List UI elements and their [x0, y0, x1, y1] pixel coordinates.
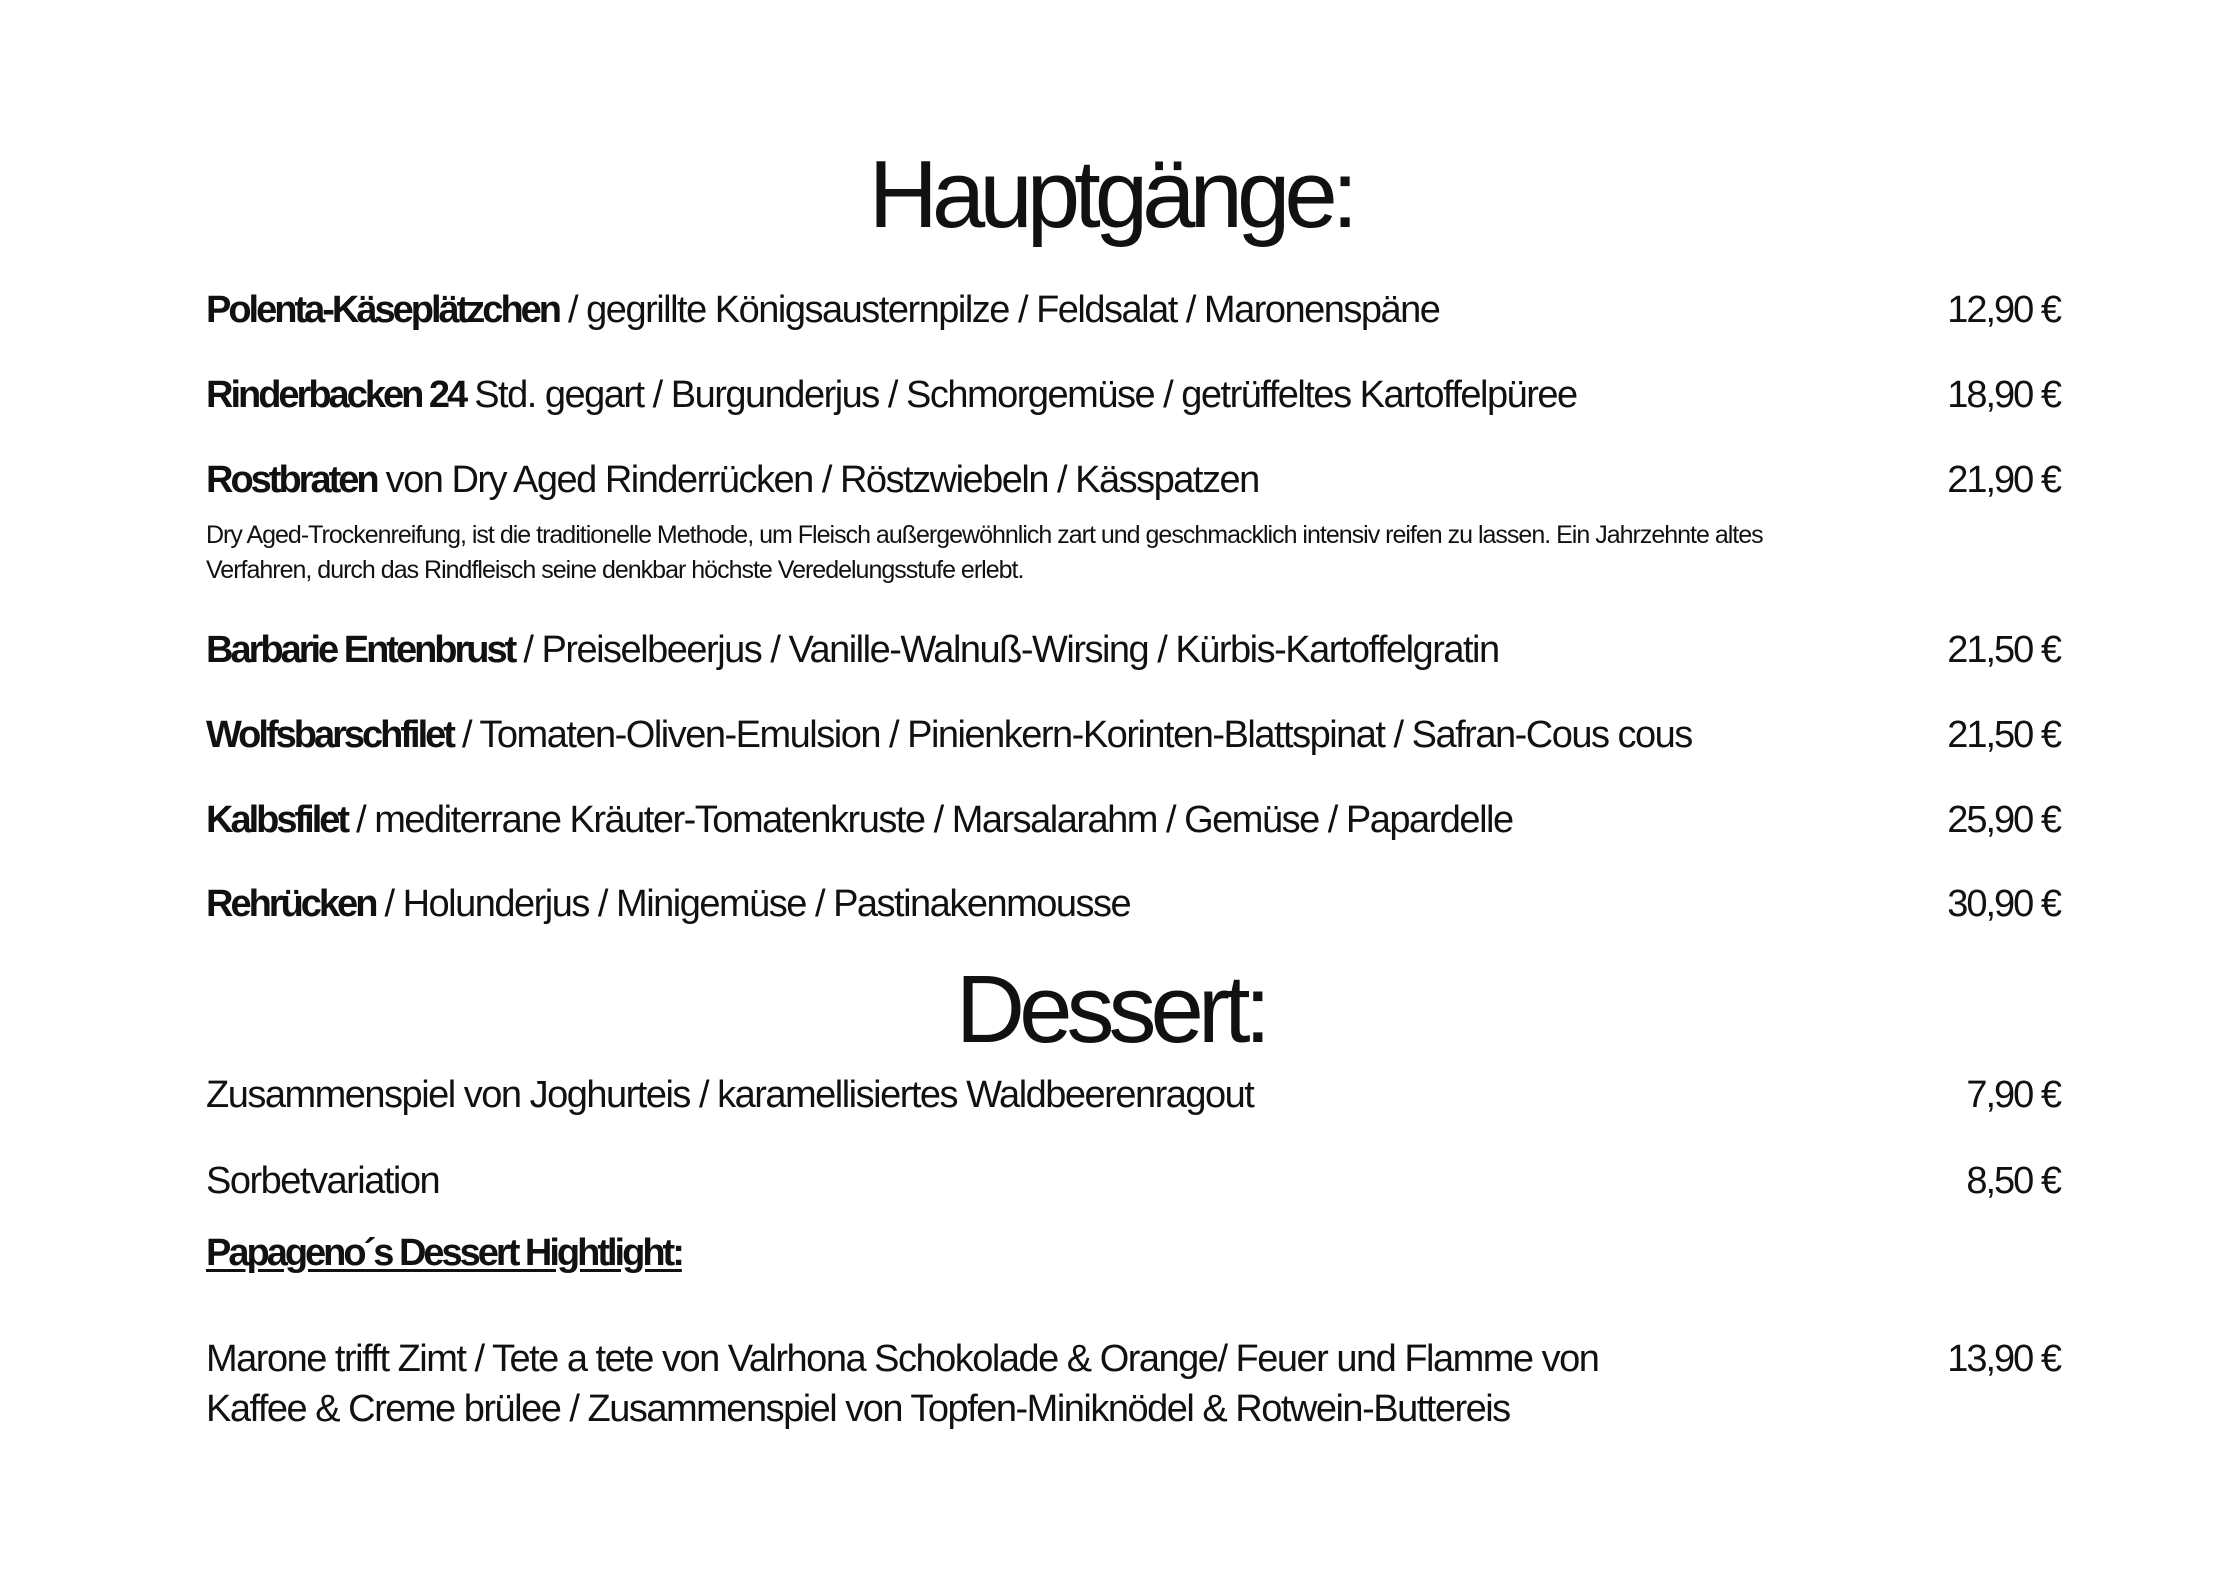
highlight-line: Marone trifft Zimt / Tete a tete von Valrhona Schokolade & Orange/ Feuer und Flamme von: [206, 1338, 1599, 1380]
dish-price: 30,90 €: [1947, 883, 2060, 925]
dish-description: / Tomaten-Oliven-Emulsion / Pinienkern-Korinten-Blattspinat / Safran-Cous cous: [452, 714, 1692, 756]
dessert-description: Zusammenspiel von Joghurteis / karamellisiertes Waldbeerenragout: [206, 1074, 1254, 1116]
dish-name: Rostbraten: [206, 459, 377, 501]
dish-price: 25,90 €: [1947, 799, 2060, 841]
dish-description: Std. gegart / Burgunderjus / Schmorgemüse / getrüffeltes Kartoffelpüree: [465, 374, 1577, 416]
menu-item: [206, 631, 2060, 669]
menu-item: [206, 885, 2060, 923]
menu-item: [206, 801, 2060, 839]
dish-price: 21,50 €: [1947, 629, 2060, 671]
dessert-price: 7,90 €: [1966, 1074, 2060, 1116]
dish-name: Rinderbacken 24: [206, 374, 466, 416]
note-line: Verfahren, durch das Rindfleisch seine denkbar höchste Veredelungsstufe erlebt.: [206, 556, 1024, 584]
dish-name: Wolfsbarschfilet: [206, 714, 453, 756]
dish-price: 21,90 €: [1947, 459, 2060, 501]
dish-name: Polenta-Käseplätzchen: [206, 289, 559, 331]
note-line: Dry Aged-Trockenreifung, ist die traditionelle Methode, um Fleisch außergewöhnlich zart und geschmacklich intensiv reifen zu lassen. Ein Jahrzehnte altes: [206, 521, 1763, 549]
menu-item: [206, 461, 2060, 499]
highlight-line: Kaffee & Creme brülee / Zusammenspiel von Topfen-Miniknödel & Rotwein-Buttereis: [206, 1388, 1510, 1430]
dish-price: 21,50 €: [1947, 714, 2060, 756]
dessert-price: 8,50 €: [1966, 1160, 2060, 1202]
dessert-item: [206, 1076, 2060, 1114]
dessert-highlight-label: Papageno´s Dessert Hightlight:: [206, 1232, 682, 1274]
dish-name: Rehrücken: [206, 883, 376, 925]
main-courses-heading: Hauptgänge:: [868, 141, 1353, 248]
dish-name: Kalbsfilet: [206, 799, 348, 841]
dish-description: / Holunderjus / Minigemüse / Pastinakenmousse: [375, 883, 1131, 925]
dish-description: von Dry Aged Rinderrücken / Röstzwiebeln / Kässpatzen: [376, 459, 1259, 501]
dish-description: / gegrillte Königsausternpilze / Feldsalat / Maronenspäne: [559, 289, 1440, 331]
dry-aged-note: [206, 518, 1856, 588]
dessert-description: Sorbetvariation: [206, 1160, 440, 1202]
dish-description: / mediterrane Kräuter-Tomatenkruste / Marsalarahm / Gemüse / Papardelle: [347, 799, 1513, 841]
menu-item: [206, 716, 2060, 754]
dish-description: / Preiselbeerjus / Vanille-Walnuß-Wirsing / Kürbis-Kartoffelgratin: [514, 629, 1499, 671]
dessert-heading: Dessert:: [955, 956, 1266, 1063]
highlight-price: 13,90 €: [1947, 1338, 2060, 1380]
dessert-highlight-item: [206, 1334, 2060, 1434]
dish-name: Barbarie Entenbrust: [206, 629, 515, 671]
menu-item: [206, 376, 2060, 414]
dish-price: 18,90 €: [1947, 374, 2060, 416]
dessert-item: [206, 1162, 2060, 1200]
menu-item: [206, 291, 2060, 329]
dish-price: 12,90 €: [1947, 289, 2060, 331]
